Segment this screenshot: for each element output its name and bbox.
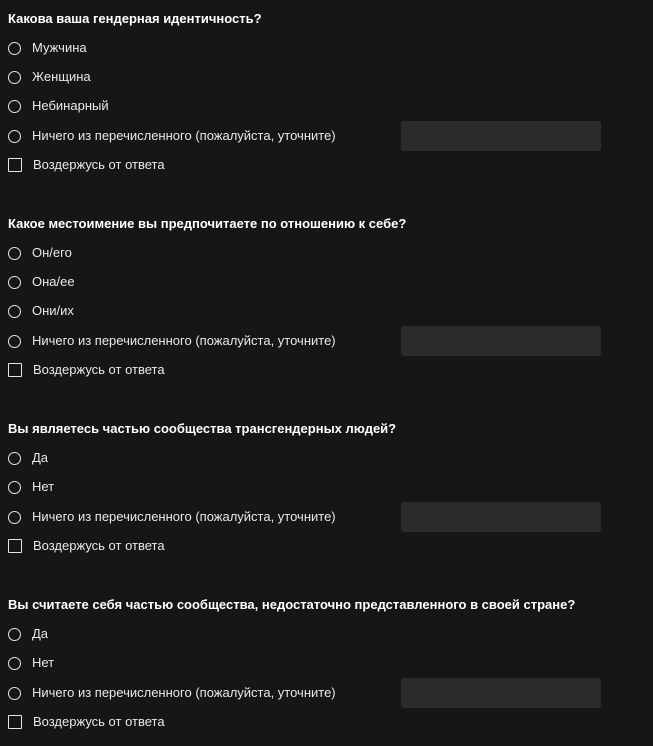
option-label: Они/их [32, 303, 74, 318]
option-abstain[interactable] [8, 156, 165, 174]
option-no[interactable] [8, 654, 54, 672]
radio-button[interactable] [8, 100, 21, 113]
option-label: Небинарный [32, 98, 109, 113]
option-label: Воздержусь от ответа [33, 538, 165, 553]
question-title: Вы считаете себя частью сообщества, недостаточно представленного в своей стране? [8, 597, 576, 612]
radio-button[interactable] [8, 452, 21, 465]
option-label: Нет [32, 655, 55, 670]
option-label: Да [32, 626, 49, 641]
option-other[interactable] [8, 508, 336, 526]
other-specify-input[interactable] [401, 502, 601, 532]
radio-button[interactable] [8, 130, 21, 143]
radio-button[interactable] [8, 276, 21, 289]
option-man[interactable] [8, 39, 87, 57]
option-yes[interactable] [8, 449, 48, 467]
other-specify-input[interactable] [401, 121, 601, 151]
option-no[interactable] [8, 478, 54, 496]
radio-button[interactable] [8, 335, 21, 348]
option-abstain[interactable] [8, 537, 165, 555]
option-yes[interactable] [8, 625, 48, 643]
other-specify-input[interactable] [401, 326, 601, 356]
radio-button[interactable] [8, 481, 21, 494]
option-label: Мужчина [32, 40, 87, 55]
option-abstain[interactable] [8, 361, 165, 379]
option-label: Она/ее [32, 274, 75, 289]
checkbox[interactable] [8, 715, 22, 729]
option-label: Нет [32, 479, 55, 494]
option-other[interactable] [8, 127, 336, 145]
radio-button[interactable] [8, 657, 21, 670]
option-she[interactable] [8, 273, 75, 291]
option-nonbinary[interactable] [8, 97, 109, 115]
radio-button[interactable] [8, 628, 21, 641]
checkbox[interactable] [8, 158, 22, 172]
option-label: Женщина [32, 69, 91, 84]
option-label: Ничего из перечисленного (пожалуйста, уточните) [32, 509, 336, 524]
option-other[interactable] [8, 332, 336, 350]
checkbox[interactable] [8, 539, 22, 553]
option-he[interactable] [8, 244, 72, 262]
option-label: Ничего из перечисленного (пожалуйста, уточните) [32, 128, 336, 143]
checkbox[interactable] [8, 363, 22, 377]
option-label: Воздержусь от ответа [33, 157, 165, 172]
option-label: Он/его [32, 245, 72, 260]
radio-button[interactable] [8, 687, 21, 700]
radio-button[interactable] [8, 511, 21, 524]
question-title: Вы являетесь частью сообщества трансгендерных людей? [8, 421, 397, 436]
option-woman[interactable] [8, 68, 91, 86]
option-other[interactable] [8, 684, 336, 702]
option-label: Ничего из перечисленного (пожалуйста, уточните) [32, 685, 336, 700]
radio-button[interactable] [8, 42, 21, 55]
option-they[interactable] [8, 302, 74, 320]
question-title: Какова ваша гендерная идентичность? [8, 11, 262, 26]
option-label: Да [32, 450, 49, 465]
option-abstain[interactable] [8, 713, 165, 731]
radio-button[interactable] [8, 71, 21, 84]
option-label: Воздержусь от ответа [33, 362, 165, 377]
question-title: Какое местоимение вы предпочитаете по отношению к себе? [8, 216, 407, 231]
other-specify-input[interactable] [401, 678, 601, 708]
option-label: Ничего из перечисленного (пожалуйста, уточните) [32, 333, 336, 348]
radio-button[interactable] [8, 247, 21, 260]
radio-button[interactable] [8, 305, 21, 318]
option-label: Воздержусь от ответа [33, 714, 165, 729]
